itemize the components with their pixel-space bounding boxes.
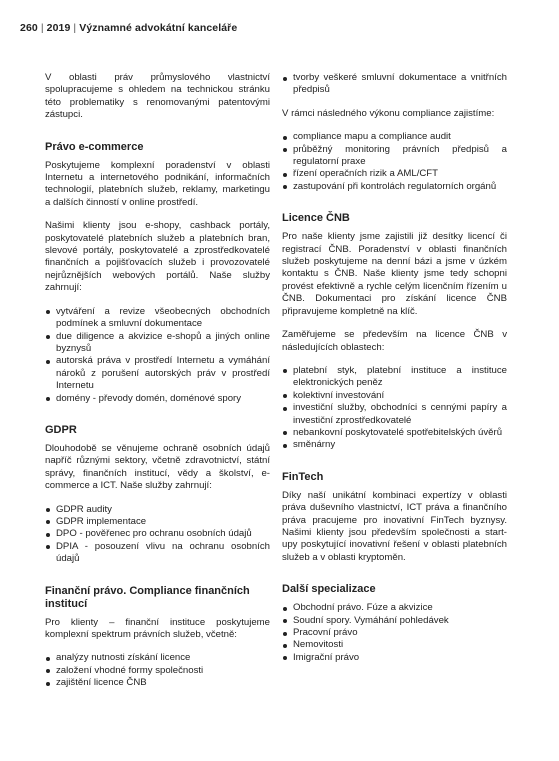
list-item: řízení operačních rizik a AML/CFT	[282, 168, 507, 180]
right-column	[282, 72, 507, 675]
list-item: Imigrační právo	[282, 652, 507, 664]
licence-paragraph-2: Zaměřujeme se především na licence ČNB v následujících oblastech:	[282, 329, 507, 353]
ecommerce-heading: Právo e-commerce	[45, 140, 144, 153]
finance-heading: Finanční právo. Compliance finančních institucí	[45, 584, 250, 610]
list-item: průběžný monitoring právních předpisů a regulatorní praxe	[282, 144, 507, 169]
left-column	[45, 72, 270, 701]
gdpr-heading: GDPR	[45, 423, 77, 436]
list-item: kolektivní investování	[282, 390, 507, 402]
list-item: Nemovitosti	[282, 639, 507, 651]
list-item: compliance mapu a compliance audit	[282, 131, 507, 143]
fintech-heading: FinTech	[282, 470, 324, 483]
finance-services-list-continued	[282, 72, 507, 97]
fintech-paragraph: Díky naší unikátní kombinaci expertízy v oblasti práva duševního vlastnictví, ICT práva a finančního práva pracujeme pro inovativní FinTech byznysy. Našimi klienty jsou především společnosti a start-upy poskytující inovativní řešení v oblasti platebních služeb a v oblasti kryptoměn.	[282, 489, 507, 563]
ecommerce-paragraph-2: Našimi klienty jsou e-shopy, cashback portály, poskytovatelé platebních služeb a platebních bran, slevové portály, poskytovatelé a zprostředkovatelé finančních a pojišťovacích služeb i provozovatelé nejrůznějších webových portálů. Naše služby zahrnují:	[45, 220, 270, 294]
running-header	[20, 22, 237, 34]
list-item: GDPR implementace	[45, 516, 270, 528]
header-year: 2019	[46, 22, 71, 34]
ecommerce-paragraph-1: Poskytujeme komplexní poradenství v oblasti Internetu a internetového podnikání, informačních technologií, platebních služeb, reklamy, marketingu a dalších činností v online prostředí.	[45, 159, 270, 208]
gdpr-paragraph: Dlouhodobě se věnujeme ochraně osobních údajů napříč různými sektory, včetně zdravotnictví, státní správy, finančních institucí, vědy a školství, e-commerce a ICT. Naše služby zahrnují:	[45, 442, 270, 492]
licence-areas-list	[282, 365, 507, 452]
list-item: DPO - pověřenec pro ochranu osobních údajů	[45, 528, 270, 540]
list-item: zastupování při kontrolách regulatorních orgánů	[282, 181, 507, 193]
other-specializations-list	[282, 602, 507, 664]
list-item: tvorby veškeré smluvní dokumentace a vnitřních předpisů	[282, 72, 507, 97]
list-item: nebankovní poskytovatelé spotřebitelských úvěrů	[282, 427, 507, 439]
list-item: směnárny	[282, 439, 507, 451]
list-item: investiční služby, obchodníci s cennými papíry a investiční zprostředkovatelé	[282, 402, 507, 427]
page-number: 260	[20, 22, 38, 34]
list-item: Soudní spory. Vymáhání pohledávek	[282, 615, 507, 627]
list-item: due diligence a akvizice e-shopů a jiných online byznysů	[45, 331, 270, 356]
header-separator: |	[40, 22, 44, 34]
licence-heading: Licence ČNB	[282, 212, 350, 225]
other-specializations-heading: Další specializace	[282, 583, 376, 596]
list-item: zajištění licence ČNB	[45, 677, 270, 689]
ecommerce-services-list	[45, 306, 270, 405]
ip-intro-paragraph: V oblasti práv průmyslového vlastnictví spolupracujeme s ohledem na technickou stránku této problematiky s renomovanými patentovými zástupci.	[45, 72, 270, 121]
finance-services-list	[45, 652, 270, 689]
list-item: DPIA - posouzení vlivu na ochranu osobních údajů	[45, 541, 270, 566]
licence-paragraph-1: Pro naše klienty jsme zajistili již desítky licencí či registrací ČNB. Poradenství v oblasti finančních služeb poskytujeme na denní bázi a jsme v úzkém kontaktu s ČNB. Naše klienty jsme tedy schopni provést efektivně a rychle celým licenčním řízením u ČNB. Dokumentaci pro získání licence ČNB připravujeme kompletně na klíč.	[282, 231, 507, 317]
list-item: vytváření a revize všeobecných obchodních podmínek a smluvní dokumentace	[45, 306, 270, 331]
list-item: autorská práva v prostředí Internetu a vymáhání nároků z porušení autorských práv v prostředí Internetu	[45, 355, 270, 392]
compliance-list	[282, 131, 507, 193]
list-item: analýzy nutnosti získání licence	[45, 652, 270, 664]
list-item: Pracovní právo	[282, 627, 507, 639]
list-item: GDPR audity	[45, 504, 270, 516]
list-item: Obchodní právo. Fúze a akvizice	[282, 602, 507, 614]
gdpr-services-list	[45, 504, 270, 566]
finance-paragraph: Pro klienty – finanční instituce poskytujeme komplexní spektrum právních služeb, včetně:	[45, 616, 270, 640]
list-item: založení vhodné formy společnosti	[45, 665, 270, 677]
header-publication: Významné advokátní kanceláře	[79, 22, 238, 34]
list-item: platební styk, platební instituce a instituce elektronických peněz	[282, 365, 507, 390]
compliance-intro: V rámci následného výkonu compliance zajistíme:	[282, 107, 495, 119]
header-separator: |	[73, 22, 77, 34]
list-item: domény - převody domén, doménové spory	[45, 393, 270, 405]
